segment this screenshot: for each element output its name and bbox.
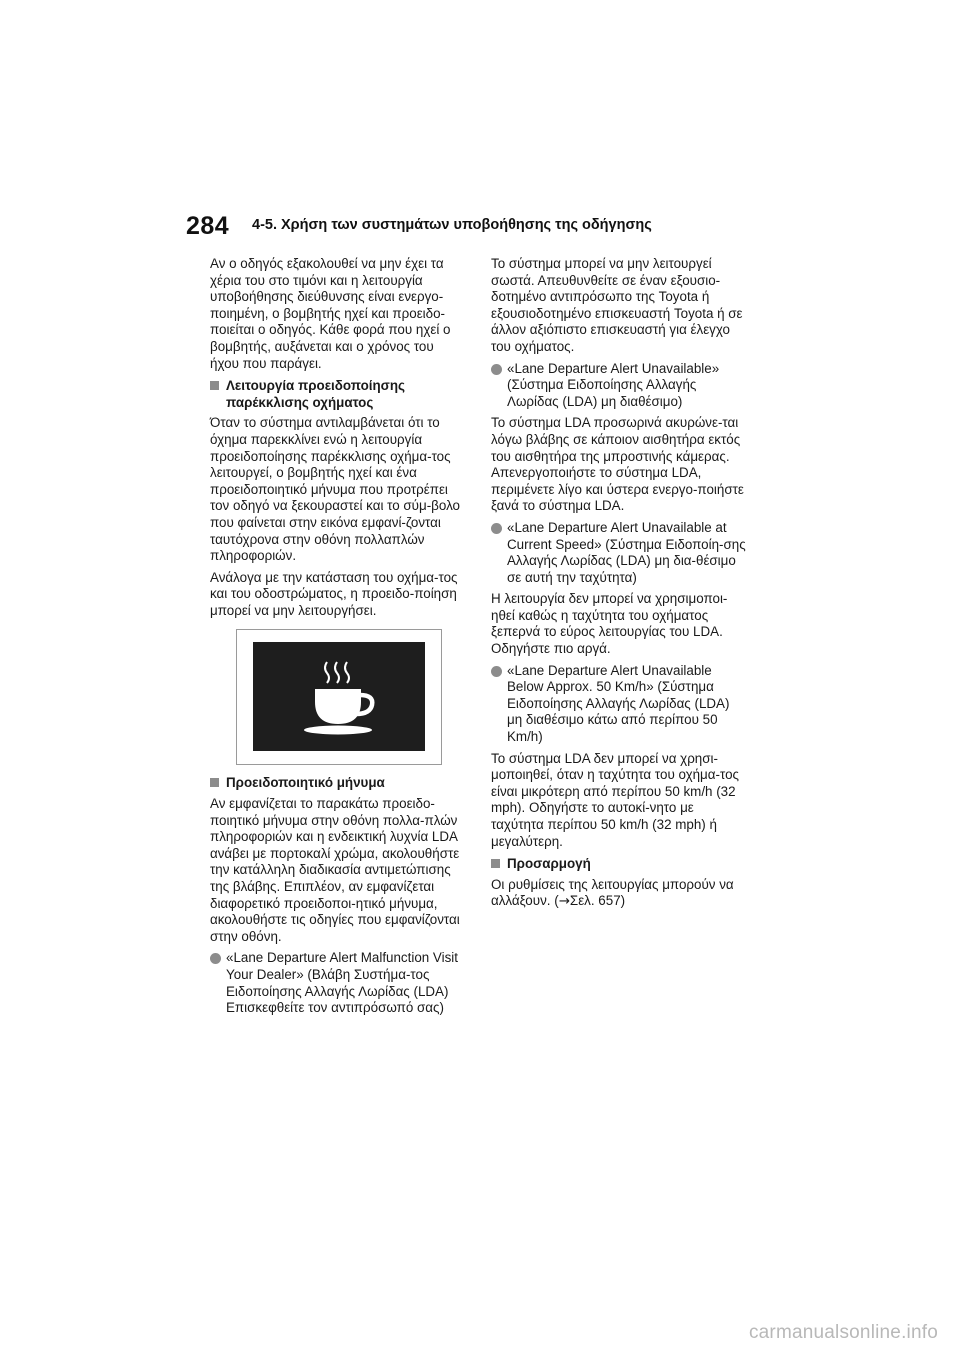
paragraph: Όταν το σύστημα αντιλαμβάνεται ότι το όχημα παρεκκλίνει ενώ η λειτουργία προειδοποίησης παρέκκλισης οχήμα-τος λειτουργεί, ο βομβητής ηχεί και ένα προειδοποιητικό μήνυμα που προτρέπει τον οδηγό να ξεκουραστεί και το σύμ-βολο που φαίνεται στην εικόνα εμφανί-ζονται ταυτόχρονα στην οθόνη πολλαπλών πληροφοριών.: [210, 415, 461, 564]
list-item-text: «Lane Departure Alert Malfunction Visit Your Dealer» (Βλάβη Συστήμα-τος Ειδοποίησης Αλλαγής Λωρίδας (LDA) Επισκεφθείτε τον αντιπρόσωπό σας): [226, 950, 458, 1016]
chapter-title: 4-5. Χρήση των συστημάτων υποβοήθησης της οδήγησης: [252, 217, 652, 233]
paragraph: Το σύστημα LDA προσωρινά ακυρώνε-ται λόγω βλάβης σε κάποιον αισθητήρα εκτός του αισθητήρα της μπροστινής κάμερας. Απενεργοποιήστε το σύστημα LDA, περιμένετε λίγο και ύστερα ενεργο-ποιήστε ξανά το σύστημα LDA.: [491, 415, 744, 514]
list-item: [491, 663, 746, 746]
watermark: carmanualsonline.info: [748, 1322, 938, 1343]
section-heading-text: Προσαρμογή: [507, 856, 591, 872]
section-heading-text: Λειτουργία προειδοποίησης παρέκκλισης οχήματος: [226, 378, 405, 410]
paragraph: Το σύστημα LDA δεν μπορεί να χρησι-μοποιηθεί, όταν η ταχύτητα του οχήμα-τος είναι μικρότερη από περίπου 50 km/h (32 mph). Οδηγήστε το αυτοκί-νητο με ταχύτητα περίπου 50 km/h (32 mph) ή μεγαλύτερη.: [491, 750, 739, 849]
right-column: [491, 256, 746, 916]
section-heading: [210, 775, 465, 792]
page-reference-link[interactable]: Σελ. 657): [569, 893, 626, 909]
display-screen: [253, 642, 425, 751]
section-heading-text: Προειδοποιητικό μήνυμα: [226, 775, 385, 791]
figure-frame: [236, 629, 442, 765]
round-bullet-icon: [210, 953, 221, 964]
round-bullet-icon: [491, 364, 502, 375]
list-item-text: «Lane Departure Alert Unavailable Below Approx. 50 Km/h» (Σύστημα Ειδοποίησης Αλλαγής Λωρίδας (LDA) μη διαθέσιμο κάτω από περίπου 50 Km/h): [507, 662, 730, 745]
square-bullet-icon: [210, 778, 219, 787]
square-bullet-icon: [210, 381, 219, 390]
paragraph: Το σύστημα μπορεί να μην λειτουργεί σωστά. Απευθυνθείτε σε έναν εξουσιο-δοτημένο αντιπρόσωπο της Toyota ή εξουσιοδοτημένο επισκευαστή Toyota ή σε άλλον αξιόπιστο επισκευαστή για έλεγχο του οχήματος.: [491, 256, 743, 354]
list-item: [491, 520, 746, 586]
paragraph: Αν εμφανίζεται το παρακάτω προειδο-ποιητικό μήνυμα στην οθόνη πολλα-πλών πληροφοριών και η ενδεικτική λυχνία LDA ανάβει με πορτοκαλί χρώμα, ακολουθήστε την κατάλληλη διαδικασία αντιμετώπισης της βλάβης. Επιπλέον, αν εμφανίζεται διαφορετικό προειδοποι-ητικό μήνυμα, ακολουθήστε τις οδηγίες που εμφανίζονται στην οθόνη.: [210, 796, 460, 944]
list-item-text: «Lane Departure Alert Unavailable at Current Speed» (Σύστημα Ειδοποίη-σης Αλλαγής Λωρίδας (LDA) μη δια-θέσιμο σε αυτή την ταχύτητα): [507, 519, 746, 585]
round-bullet-icon: [491, 666, 502, 677]
paragraph: Ανάλογα με την κατάσταση του οχήμα-τος και του οδοστρώματος, η προειδο-ποίηση μπορεί να μην λειτουργήσει.: [210, 569, 458, 618]
paragraph: Η λειτουργία δεν μπορεί να χρησιμοποι-ηθεί καθώς η ταχύτητα του οχήματος ξεπερνά το εύρος λειτουργίας του LDA. Οδηγήστε πιο αργά.: [491, 591, 728, 657]
section-heading: [210, 378, 465, 411]
arrow-right-icon: →: [558, 894, 570, 910]
page-number: 284: [186, 212, 230, 240]
page-header: [186, 212, 766, 242]
list-item-text: «Lane Departure Alert Unavailable» (Σύστημα Ειδοποίησης Αλλαγής Λωρίδας (LDA) μη διαθέσιμο): [507, 360, 720, 409]
left-column: [210, 256, 465, 1022]
square-bullet-icon: [491, 859, 500, 868]
section-heading: [491, 856, 746, 873]
coffee-cup-icon: [253, 642, 425, 751]
list-item: [210, 950, 465, 1016]
list-item: [491, 361, 746, 411]
paragraph-text: Οι ρυθμίσεις της λειτουργίας μπορούν να αλλάξουν. (: [491, 876, 734, 909]
round-bullet-icon: [491, 523, 502, 534]
paragraph: [491, 877, 746, 911]
paragraph: Αν ο οδηγός εξακολουθεί να μην έχει τα χέρια του στο τιμόνι και η λειτουργία υποβοήθησης διεύθυνσης είναι ενεργο-ποιημένη, ο βομβητής ηχεί και προειδο-ποιείται ο οδηγός. Κάθε φορά που ηχεί ο βομβητής, αυξάνεται και ο χρόνος του ήχου που παράγει.: [210, 256, 451, 371]
